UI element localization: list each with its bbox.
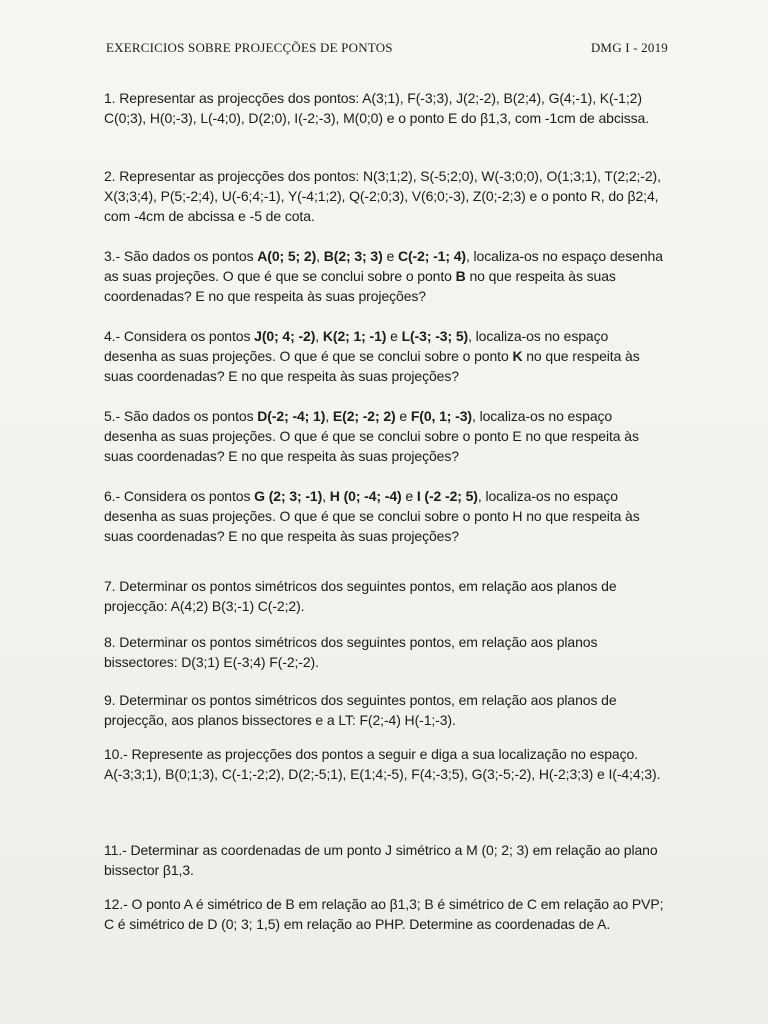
separator: , bbox=[322, 488, 330, 504]
point-label: L(-3; -3; 5) bbox=[401, 328, 469, 344]
exercise-text: 9. Determinar os pontos simétricos dos seguintes pontos, em relação aos planos de projecção, aos planos bissectores e a LT: F(2;-4) H(-1;-3). bbox=[104, 692, 617, 728]
exercise-intro: 3.- São dados os pontos bbox=[104, 248, 258, 264]
exercise-end: no que respeita às suas coordenadas? E no que respeita às suas projeções? bbox=[104, 268, 616, 304]
point-label: H (0; -4; -4) bbox=[329, 488, 402, 504]
course-label: DMG I - 2019 bbox=[590, 40, 668, 55]
exercise-12 bbox=[104, 894, 664, 934]
exercise-text: 8. Determinar os pontos simétricos dos seguintes pontos, em relação aos planos bissectores: D(3;1) E(-3;4) F(-2;-2). bbox=[104, 634, 598, 670]
point-label: B(2; 3; 3) bbox=[323, 248, 383, 264]
separator: e bbox=[395, 408, 411, 424]
exercise-text bbox=[104, 326, 664, 386]
exercise-text: 2. Representar as projecções dos pontos: N(3;1;2), S(-5;2;0), W(-3;0;0), O(1;3;1), T(2;2;-2), X(3;3;4), P(5;-2;4), U(-6;4;-1), Y(-4;1;2), Q(-2;0;3), V(6;0;-3), Z(0;-2;3) e o ponto R, do β2;4, com -4cm de abcissa e -5 de cota. bbox=[104, 168, 661, 224]
point-label: F(0, 1; -3) bbox=[410, 408, 472, 424]
exercise-7 bbox=[104, 576, 664, 616]
exercise-text: 12.- O ponto A é simétrico de B em relação ao β1,3; B é simétrico de C em relação ao PVP; C é simétrico de D (0; 3; 1,5) em relação ao PHP. Determine as coordenadas de A. bbox=[104, 896, 664, 932]
point-label: G (2; 3; -1) bbox=[254, 488, 323, 504]
exercise-body: , localiza-os no espaço desenha as suas projeções. O que é que se conclui sobre o ponto E no que respeita às suas coordenadas? E no que respeita às suas projeções? bbox=[104, 408, 639, 464]
exercise-text bbox=[104, 486, 664, 546]
separator: , bbox=[315, 328, 323, 344]
exercise-text bbox=[104, 246, 664, 306]
exercise-intro: 6.- Considera os pontos bbox=[104, 488, 255, 504]
exercise-2 bbox=[104, 166, 664, 226]
exercise-text: 10.- Represente as projecções dos pontos a seguir e diga a sua localização no espaço. A(-3;3;1), B(0;1;3), C(-1;-2;2), D(2;-5;1), E(1;4;-5), F(4;-3;5), G(3;-5;-2), H(-2;3;3) e I(-4;4;3). bbox=[104, 746, 661, 782]
separator: e bbox=[401, 488, 417, 504]
point-label: K(2; 1; -1) bbox=[322, 328, 387, 344]
page-header bbox=[106, 40, 668, 56]
separator: e bbox=[382, 248, 398, 264]
exercise-3 bbox=[104, 246, 664, 306]
exercise-end: no que respeita às suas coordenadas? E no que respeita às suas projeções? bbox=[104, 348, 640, 384]
exercise-9 bbox=[104, 690, 664, 730]
exercise-11 bbox=[104, 840, 664, 880]
exercise-text bbox=[104, 406, 664, 466]
exercise-body: , localiza-os no espaço desenha as suas projeções. O que é que se conclui sobre o ponto bbox=[104, 328, 609, 364]
exercise-10 bbox=[104, 744, 664, 784]
separator: , bbox=[325, 408, 333, 424]
exercise-text: 1. Representar as projecções dos pontos: A(3;1), F(-3;3), J(2;-2), B(2;4), G(4;-1), K(-1;2) C(0;3), H(0;-3), L(-4;0), D(2;0), I(-2;-3), M(0;0) e o ponto E do β1,3, com -1cm de abcissa. bbox=[104, 90, 650, 126]
point-label: I (-2 -2; 5) bbox=[416, 488, 478, 504]
exercise-4 bbox=[104, 326, 664, 386]
point-label: J(0; 4; -2) bbox=[254, 328, 316, 344]
exercise-1 bbox=[104, 88, 664, 128]
separator: , bbox=[316, 248, 324, 264]
exercise-body: , localiza-os no espaço desenha as suas projeções. O que é que se conclui sobre o ponto bbox=[104, 248, 663, 284]
point-label: D(-2; -4; 1) bbox=[257, 408, 326, 424]
exercise-8 bbox=[104, 632, 664, 672]
exercise-body: , localiza-os no espaço desenha as suas projeções. O que é que se conclui sobre o ponto H no que respeita às suas coordenadas? E no que respeita às suas projeções? bbox=[104, 488, 640, 544]
exercise-text: 11.- Determinar as coordenadas de um ponto J simétrico a M (0; 2; 3) em relação ao plano bissector β1,3. bbox=[104, 842, 658, 878]
focus-point: K bbox=[512, 348, 523, 364]
worksheet-title: EXERCICIOS SOBRE PROJECÇÕES DE PONTOS bbox=[106, 40, 393, 55]
separator: e bbox=[386, 328, 402, 344]
exercise-intro: 5.- São dados os pontos bbox=[104, 408, 258, 424]
exercise-5 bbox=[104, 406, 664, 466]
point-label: E(2; -2; 2) bbox=[332, 408, 396, 424]
point-label: A(0; 5; 2) bbox=[257, 248, 317, 264]
exercise-intro: 4.- Considera os pontos bbox=[104, 328, 255, 344]
point-label: C(-2; -1; 4) bbox=[397, 248, 466, 264]
focus-point: B bbox=[455, 268, 466, 284]
exercise-text: 7. Determinar os pontos simétricos dos seguintes pontos, em relação aos planos de projecção: A(4;2) B(3;-1) C(-2;2). bbox=[104, 578, 617, 614]
exercise-6 bbox=[104, 486, 664, 546]
